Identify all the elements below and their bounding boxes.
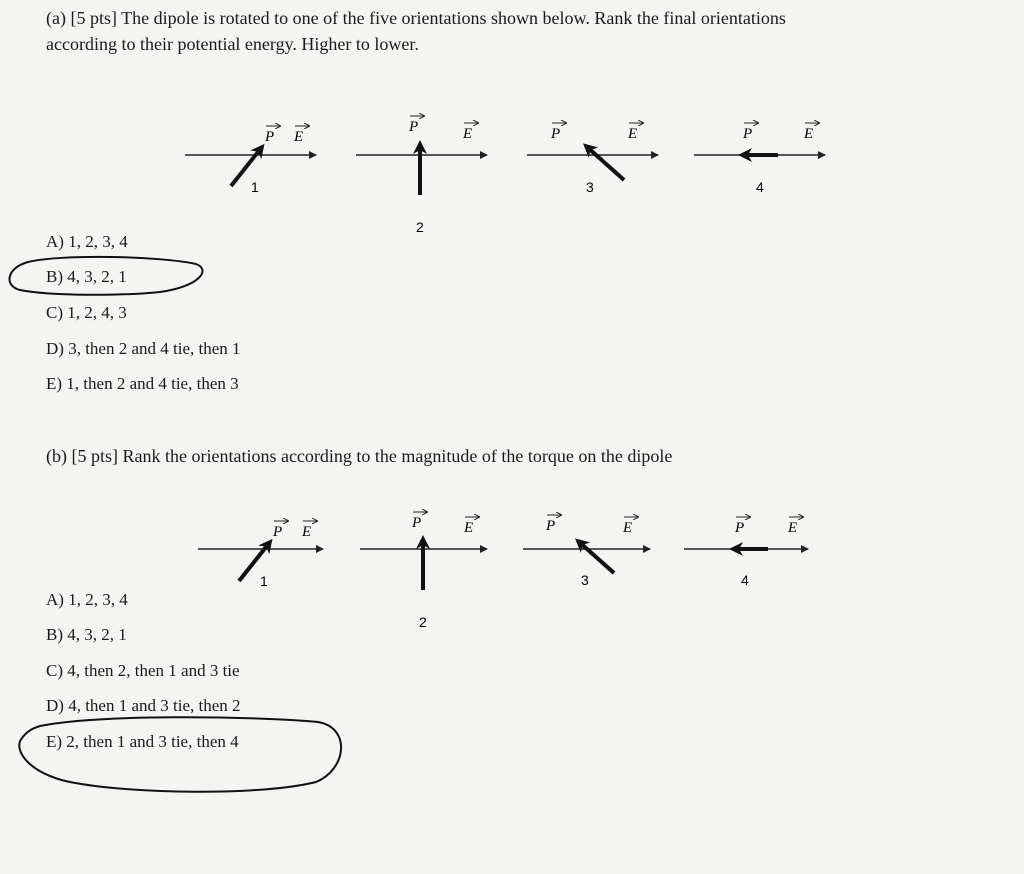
part-b-orientation-4 [684, 517, 808, 588]
e-vector-label: E [464, 520, 474, 536]
part-b-question: (b) [5 pts] Rank the orientations according to the magnitude of the torque on the dipole [46, 446, 673, 466]
p-vector-label: P [273, 524, 283, 540]
part-a-orientation-2 [356, 116, 487, 235]
e-vector-label: E [788, 520, 798, 536]
part-a-orientation-1 [185, 126, 316, 195]
part-a-orientation-3 [527, 123, 658, 195]
orientation-label-4: 4 [741, 572, 749, 588]
part-b-option-e: E) 2, then 1 and 3 tie, then 4 [46, 732, 239, 751]
answer-circle-part-a [10, 257, 203, 295]
p-vector-label: P [409, 119, 419, 135]
part-b-option-b: B) 4, 3, 2, 1 [46, 625, 127, 644]
part-a-option-d: D) 3, then 2 and 4 tie, then 1 [46, 339, 241, 358]
part-a-option-e: E) 1, then 2 and 4 tie, then 3 [46, 374, 239, 393]
part-b-option-c: C) 4, then 2, then 1 and 3 tie [46, 661, 240, 680]
part-b-orientation-1 [198, 521, 323, 589]
orientation-label-2: 2 [419, 614, 427, 630]
part-a-question-line2: according to their potential energy. Higher to lower. [46, 34, 419, 54]
orientation-label-1: 1 [260, 573, 268, 589]
dipole-arrow [586, 146, 624, 180]
e-vector-label: E [628, 126, 638, 142]
p-vector-label: P [546, 518, 556, 534]
part-b-orientation-3 [523, 515, 650, 588]
orientation-label-4: 4 [756, 179, 764, 195]
e-vector-label: E [623, 520, 633, 536]
part-b-option-d: D) 4, then 1 and 3 tie, then 2 [46, 696, 241, 715]
answer-circle-part-b [19, 717, 341, 792]
part-a-option-a: A) 1, 2, 3, 4 [46, 232, 128, 251]
p-vector-label: P [412, 515, 422, 531]
part-a-option-c: C) 1, 2, 4, 3 [46, 303, 127, 322]
part-b-orientation-2 [360, 512, 487, 630]
p-vector-label: P [735, 520, 745, 536]
e-vector-label: E [302, 524, 312, 540]
orientation-label-1: 1 [251, 179, 259, 195]
part-a-option-b: B) 4, 3, 2, 1 [46, 267, 127, 286]
orientation-label-3: 3 [586, 179, 594, 195]
p-vector-label: P [265, 129, 275, 145]
part-a-orientation-4 [694, 123, 825, 195]
e-vector-label: E [294, 129, 304, 145]
part-a-question-line1: (a) [5 pts] The dipole is rotated to one of the five orientations shown below. Rank the final orientations [46, 8, 786, 28]
orientation-label-2: 2 [416, 219, 424, 235]
p-vector-label: P [551, 126, 561, 142]
e-vector-label: E [804, 126, 814, 142]
dipole-arrow [578, 541, 614, 573]
orientation-label-3: 3 [581, 572, 589, 588]
p-vector-label: P [743, 126, 753, 142]
e-vector-label: E [463, 126, 473, 142]
part-b-option-a: A) 1, 2, 3, 4 [46, 590, 128, 609]
